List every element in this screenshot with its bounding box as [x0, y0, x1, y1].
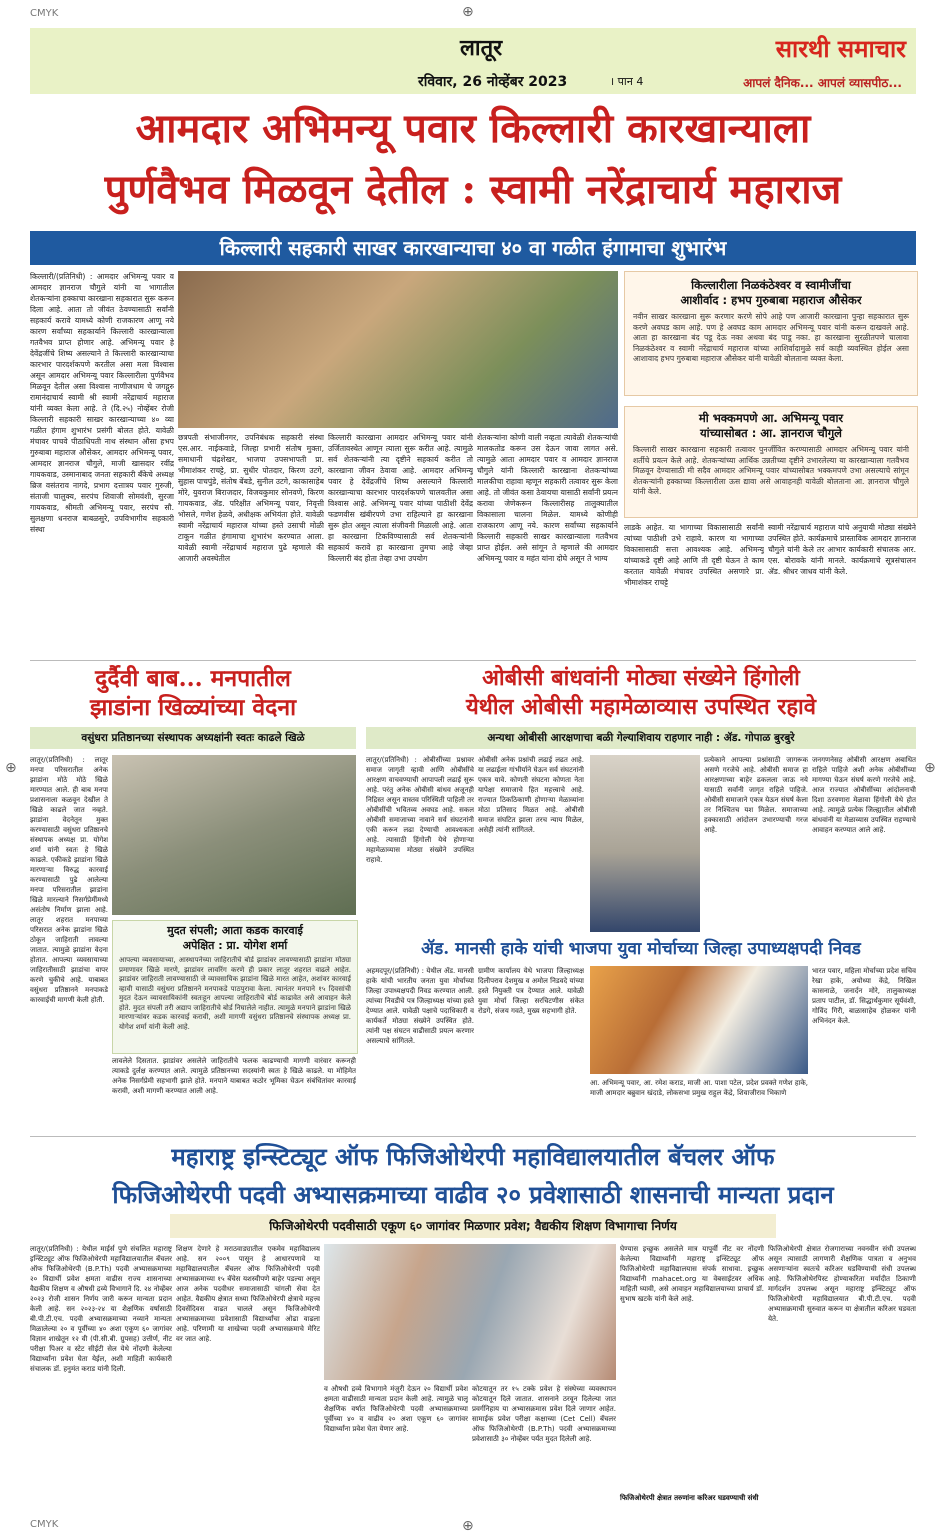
bjp-headline: ॲड. मानसी हाके यांची भाजपा युवा मोर्चाच्या जिल्हा उपाध्यक्षपदी निवड [421, 939, 861, 959]
bjp-photo-caption: आ. अभिमन्यू पवार, आ. रमेश कराड, माजी आ. पाशा पटेल, प्रदेश प्रवक्ते गणेश हाके, माजी आमदार बब्रुवान खंदाडे, लोकसभा प्रमुख राहुल केंद्रे, शिवाजीराव भिकाणे [590, 1079, 808, 1097]
trees-column-1: लातूर/(प्रतिनिधी) : लातूर मनपा परिसरातील अनेक झाडांना मोठे मोठे खिळे मारण्यात आले. ही बाब मनपा प्रशासनाला कळवून देखील ते खिळे काढले जात नव्हते. झाडांना वेदनेतून मुक्त करण्यासाठी वसुंधरा प्रतिष्ठानचे संस्थापक अध्यक्ष प्रा. योगेश शर्मा यांनी स्वतः हे खिळे काढले. एकीकडे झाडांना खिळे मारणाऱ्या विरुद्ध कारवाई करण्यासाठी पुढे आलेल्या मनपा परिसरातील झाडांना खिळे मारल्याने निसर्गप्रेमींमध्ये असंतोष निर्माण झाला आहे. लातूर शहरात मनपाच्या परिसरात अनेक झाडांना खिळे ठोकून जाहिराती लावल्या जातात. त्यामुळे झाडांना वेदना होतात. आपल्या व्यवसायाच्या जाहिरातीसाठी झाडांचा वापर करणे चुकीचे आहे. याबाबत वसुंधरा प्रतिष्ठानने मनपाकडे कारवाईची मागणी केली होती. [30, 756, 108, 1004]
physio-column-2: शिक्षण देणारे हे मराठवाड्यातील एकमेव महाविद्यालय आहे. सन २००९ पासून हे आधारपणावे या महाविद्यालयातील बॅचलर ऑफ फिजिओथेरपी पदवी अभ्यासक्रमाच्या १५ बॅचेस यशस्वीपणे बाहेर पडल्या असून आज अनेक पदवीधर समाजासाठी चांगली सेवा देत आहेत. वैद्यकीय क्षेत्रात सध्या फिजिओथेरपी क्षेत्राचे महत्त्व दिवसेंदिवस वाढत चालले असून फिजिओथेरपी अभ्यासक्रमाच्या प्रवेशासाठी विद्यार्थ्यांचा ओढा वाढला आहे. परिणामी या शाखेच्या पदवी अभ्यासक्रमाचे मेरिट वर जात आहे. [176, 1245, 320, 1343]
registration-mark-icon: ⊕ [462, 1518, 474, 1534]
lead-column-3: किल्लारी कारखाना आमदार अभिमन्यू पवार यांनी उर्जितावस्थेत आणून त्याला सुरू करीत आहे. त्यामुळे सर्व शेतकऱ्यांनी त्या दृष्टीने सहकार्य करीत तो कारखाना जीवन ठेवावा आहे. आमदार अभिमन्यू पवार हे देवेंद्रजींचे शिष्य असल्याने किल्लारी कारखान्याचा कारभार पारदर्शकपणे चालवतील असा विश्वास आहे. अभिमन्यू पवार यांच्या पाठीशी देवेंद्र फडणवीस खंबीरपणे उभा राहिल्याने हा कारखाना सुरू होत असून त्याला संजीवनी मिळाली आहे. आता हा कारखाना टिकविण्यासाठी सर्व शेतकऱ्यांनी सहकार्य करावे हा कारखाना तुमचा आहे जेव्हा किल्लारी बंद होता तेव्हा उभा उपयोग [328, 433, 473, 563]
lead-column-4: शेतकऱ्यांना कोणी वाली नव्हता त्यावेळी शेतकऱ्यांची मालकतोड करून उस देऊन जावा लागत असे. त्यामुळे आता आमदार पवार व आमदार ज्ञानराज चौगुले यांनी किल्लारी कारखाना शेतकऱ्यांच्या मालकीचा राहावा म्हणून सहकारी तत्वावर सुरू केला आहे. तो जीवंत कसा ठेवायचा यासाठी सर्वांनी प्रयत्न करावा जेणेकरून किल्लारीसह तालुक्यातील विकासाला चालना मिळेल. यामध्ये कोणीही राजकारण आणू नये. कारण सर्वांच्या सहकार्याने किल्लारी सहकारी साखर कारखान्याला गतवैभव प्राप्त होईल. असे सांगून ते म्हणाले की आमदार अभिमन्यू पवार व महंत यांना दोघे असून ते भाग्य [477, 433, 618, 563]
bjp-column-3: भारत पवार, महिला मोर्चाच्या प्रदेश सचिव रेखा हाके, अयोध्या केंद्रे, निखिल कासनाळे, जनार्दन मोरे, तालुकाध्यक्ष प्रताप पाटील, डॉ. सिद्धार्थकुमार सूर्यवंशी, गोविंद गिरी, बाळासाहेब होळकर यांनी अभिनंदन केले. [812, 967, 916, 1025]
lead-photo [178, 271, 618, 428]
lead-column-1: किल्लारी/(प्रतिनिधी) : आमदार अभिमन्यू पवार व आमदार ज्ञानराज चौगुले यांनी या भागातील शेतकऱ्यांना हक्काचा कारखाना सहकारात सुरू करून दिला आहे. आता तो जीवंत ठेवण्यासाठी सर्वांनी सहकार्य करावे यामध्ये कोणी राजकारण आणू नये कारण सर्वांच्या सहकार्याने किल्लारी कारखान्याला गतवैभव प्राप्त होणार आहे. अभिमन्यू पवार हे देवेंद्रजींचे शिष्य असल्याने ते किल्लारी कारखान्याचा कारभार पारदर्शकपणे करतील असा मला विश्वास असून आमदार अभिमन्यू पवार किल्लारीला पुर्णवैभव मिळवून देतील असा विश्वास नाणीजधाम चे जगद्गुरु रामानंदाचार्य स्वामी श्री स्वामी नरेंद्राचार्य महाराज यांनी व्यक्त केला आहे. ते (दि.२५) नोव्हेंबर रोजी किल्लारी सहकारी साखर कारखान्याच्या ४० व्या गळीत हंगाम शुभारंभ प्रसंगी बोलत होते. यावेळी मंचावर पाचवे पीठाधिपती नाथ संस्थान औसा हभप गुरुबाबा महाराज औसेकर, आमदार अभिमन्यू पवार, आमदार ज्ञानराज चौगुले, माजी खासदार रवींद्र गायकवाड, उस्मानाबाद जनता सहकारी बँकेचे अध्यक्ष ब्रिज वसंतराव नागदे, प्रभाग दत्तात्रय पवार गुरुजी, संताजी चालुक्य, सरपंच शिवाजी सोमवंशी, सुरजा गायकवाड, श्रीमती अभिमन्यू पवार, सरपंच सौ. सुलक्षणा धनराज बाबळसुरे, उपविभागीय सहकारी संस्था [30, 272, 174, 534]
trees-column-2: लावलेले दिसतात. झाडांवर असलेले जाहिरातीचे फलक काढण्याची मागणी वारंवार करूनही त्याकडे दुर्लक्ष करण्यात आले. त्यामुळे प्रतिष्ठानच्या सदस्यांनी स्वतः हे खिळे काढले. या मोहिमेत अनेक निसर्गप्रेमी सहभागी झाले होते. मनपाने याबाबत कठोर भूमिका घेऊन संबंधितांवर कारवाई करावी, अशी मागणी करण्यात आली आहे. [112, 1057, 356, 1095]
trees-headline-line1: दुर्दैवी बाब... मनपातील [95, 665, 291, 692]
sidebar-text: किल्लारी साखर कारखाना सहकारी तत्वावर पुनर्जीवित करण्यासाठी आमदार अभिमन्यू पवार यांनी शर्तीचे प्रयत्न केले आहे. शेतकऱ्यांच्या आर्थिक उन्नतीच्या दृष्टीने उभारलेल्या या कारखान्याला गतवैभव मिळवून देण्यासाठी मी सदैव आमदार अभिमन्यू पवार यांच्यासोबत भक्कमपणे उभा असल्याचे सांगून शेतकऱ्यांनी हक्काच्या किल्लारीला ऊस द्यावा असे आवाहनही यावेळी बोलताना आ. ज्ञानराज चौगुले यांनी केले. [633, 445, 909, 496]
trees-box-title-2: अपेक्षित : प्रा. योगेश शर्मा [182, 939, 288, 952]
registration-mark-icon: ⊕ [5, 760, 17, 776]
obc-column-1: लातूर/(प्रतिनिधी) : ओबीसींच्या प्रश्नावर समाज जागृती व्हावी आणि ओबीसींचे आरक्षण वाचवण्याची आपापली लढाई सुरू आहे. परंतु अनेक ओबीसी बांधव अजूनही निद्रिस्त असून वास्तव परिस्थिती पाहिली तर ओबीसींची भवितव्य अवघड आहे. सकल ओबीसी समाजाच्या नावाने सर्व संघटनांनी एकी करून लढा देण्याची आवश्यकता आहे. त्यासाठी हिंगोली येथे होणाऱ्या महामेळाव्यास मोठ्या संख्येने उपस्थित राहावे. [366, 756, 474, 864]
obc-headline-line1: ओबीसी बांधवांनी मोठ्या संख्येने हिंगोली [482, 665, 800, 691]
obc-column-3: प्रत्येकाने आपल्या प्रश्नांसाठी जागरूक असणे गरजेचे आहे. ओबीसी समाज हा आरक्षणाच्या बाहेर ढकलला जाऊ नये यासाठी सर्वांनी जागृत राहिले पाहिजे. ओबीसी समाजाने एकत्र येऊन संघर्ष केला तर निश्चितच यश मिळेल. समाजाच्या हक्कासाठी आंदोलन उभारण्याची गरज आहे. [704, 756, 808, 834]
lead-headline-line1: आमदार अभिमन्यू पवार किल्लारी कारखान्याला [135, 105, 811, 152]
issue-date: रविवार, 26 नोव्हेंबर 2023 [418, 74, 568, 90]
lead-column-2: छत्रपती संभाजीनगर, उपनिबंधक सहकारी संस्था एस.आर. नाईकवाडे, जिल्हा प्रभारी संतोष मुक्ता, समाधानी चंद्रशेखर, भाजपा उपसभापती प्रा. भीमाशंकर राचट्टे, प्रा. सुधीर पोतदार, किरण उटगे, सुहास पाचपुंडे, संतोष बेंबडे, सुनील उटगे, काकासाहेब मोरे, युवराज बिराजदार, विजयकुमार सोनवणे, किरण गायकवाड, ॲड. परिक्षीत अभिमन्यू पवार, निवृत्ती भोसले, गणेश हेळवे, अधीक्षक अभियंता होते. यावेळी स्वामी नरेंद्राचार्य महाराज यांच्या हस्ते उसाची मोळी टाकून गळीत हंगामाचा शुभारंभ करण्यात आला. यावेळी स्वामी नरेंद्राचार्य महाराज पुढे म्हणाले की आजारी अवस्थेतील [178, 433, 324, 563]
lead-headline-line2: पुर्णवैभव मिळवून देतील : स्वामी नरेंद्राचार्य महाराज [104, 166, 842, 213]
sidebar-title: किल्लारीला निळकंठेश्वर व स्वामीजींचा [691, 278, 851, 292]
registration-mark-icon: ⊕ [462, 4, 474, 20]
district-name: लातूर [460, 36, 503, 61]
obc-headline-line2: येथील ओबीसी महामेळाव्यास उपस्थित रहावे [466, 694, 816, 720]
physio-column-5: घेण्यास इच्छुक असलेले मात्र यापूर्वी नीट वर नोंदणी केलेल्या विद्यार्थ्यांनी महाराष्ट्र इन्स्टिट्यूट ऑफ फिजिओथेरपी महाविद्यालयास संपर्क साधावा. इच्छुक विद्यार्थ्यांनी mahacet.org या वेबसाईटवर अधिक माहिती घ्यावी, असे आवाहन महाविद्यालयाच्या प्राचार्य डॉ. सुभाष खटके यांनी केले आहे. [620, 1245, 764, 1303]
trees-box-text: आपल्या व्यवसायाच्या, आस्थापनेच्या जाहिरातीचे बोर्ड झाडांवर लावण्यासाठी झाडांना मोठ्या प्रमाणावर खिळे मारणे, झाडांवर लावरिंग करणे ही प्रकार लातूर शहरात वाढले आहेत. झाडांवर जाहिराती लावण्यासाठी जे व्यावसायिक झाडांना खिळे मारत आहेत, अशांवर कारवाई व्हावी यासाठी वसुंधरा प्रतिष्ठानने मनपाकडे पाठपुरावा केला. त्यानंतर मनपाने १५ दिवसांची मुदत देऊन व्यावसायिकांनी स्वतःहून आपल्या जाहिरातीचे बोर्ड काढावेत असे आवाहन केले होते. मुदत संपली तरी अद्याप जाहिरातीचे बोर्ड निघालेले नाहीत. त्यामुळे मनपाने झाडांना खिळे मारणाऱ्यांवर कडक कारवाई करावी, अशी मागणी वसुंधरा प्रतिष्ठानचे संस्थापक अध्यक्ष प्रा. योगेश शर्मा यांनी केली आहे. [119, 956, 351, 1031]
physio-column-1: लातूर/(प्रतिनिधी) : येथील माईर्स पुणे संचलित महाराष्ट्र इन्स्टिट्यूट ऑफ फिजिओथेरपी महाविद्यालयातील बॅचलर ऑफ फिजिओथेरपी (B.P.Th) पदवी अभ्यासक्रमाच्या २० विद्यार्थी प्रवेश क्षमता वाढीस राज्य शासनाच्या वैद्यकीय शिक्षण व औषधी द्रव्ये विभागाने दि. २४ नोव्हेंबर २०२३ रोजी शासन निर्णय जारी करून मान्यता प्रदान केली आहे. सन २०२३-२४ या शैक्षणिक वर्षासाठी बी.पी.टी.एच. पदवी अभ्यासक्रमाच्या नव्याने मान्यता मिळालेल्या २० व पूर्वीच्या ४० अशा एकूण ६० जागांवर विज्ञान शाखेतून १२ वी (पी.सी.बी. ग्रुपसह) उत्तीर्ण, नीट परीक्षा पिअर व स्टेट सीईटी सेल येथे नोंदणी केलेल्या विद्यार्थ्यांना प्रवेश घेता येईल, अशी माहिती कार्यकारी संचालक डॉ. हनुमंत कराड यांनी दिली. [30, 1245, 172, 1373]
bjp-photo [590, 966, 808, 1074]
registration-mark-icon: ⊕ [924, 760, 936, 776]
lead-column-6: स्वामी नरेंद्राचार्य महाराज यांचे अनुयायी मोठ्या संख्येने उपस्थित होते. कार्यक्रमाचे प्रास्ताविक आमदार ज्ञानराज चौगुले यांनी केले तर आभार कार्यकारी संचालक आर. एस. बोरावके यांनी मानले. कार्यक्रमाचे सूत्रसंचालन ॲड. श्रीधर जाधव यांनी केले. [768, 523, 916, 576]
bjp-column-1: अहमदपूर/(प्रतिनिधी) : येथील ॲड. मानसी हाके यांची भारतीय जनता युवा मोर्चाच्या जिल्हा उपाध्यक्षपदी निवड करण्यात आली. त्यांच्या निवडीचे पत्र जिल्हाध्यक्ष यांच्या हस्ते देण्यात आले. यावेळी पक्षाचे पदाधिकारी व कार्यकर्ते मोठ्या संख्येने उपस्थित होते. त्यांनी पक्ष संघटन वाढीसाठी प्रयत्न करणार असल्याचे सांगितले. [366, 967, 474, 1045]
obc-column-2: ओबीसी अनेक प्रश्नांची लढाई लढत आहे. या लढाईला गांभीर्याने घेऊन सर्व संघटनांनी एकत्र यावे. कोणती संघटना कोणता नेता यापेक्षा समाजाचे हित महत्त्वाचे आहे. राज्यात ठिकठिकाणी होणाऱ्या मेळाव्यांना मोठा प्रतिसाद मिळत आहे. ओबीसी समाज संघटित झाला तरच न्याय मिळेल, असेही त्यांनी सांगितले. [478, 756, 584, 834]
physio-column-5-subhead: फिजिओथेरपी क्षेत्रात तरुणांना करिअर घडवण्याची संधी [620, 1494, 759, 1502]
sidebar-chougule [624, 406, 918, 518]
physio-column-4: कोटयातून तर १५ टक्के प्रवेश हे संस्थेच्या व्यवस्थापन कोटयातून दिले जातात. शासनाने ठरवून दिलेल्या जात प्रवर्गनिहाय या अभ्यासक्रमास प्रवेश दिले जाणार आहेत. सामाईक प्रवेश परीक्षा कक्षाच्या (Cet Cell) बॅचलर ऑफ फिजिओथेरपी (B.P.Th) पदवी अभ्यासक्रमाच्या प्रवेशासाठी ३० नोव्हेंबर पर्यंत मुदत दिलेली आहे. [472, 1385, 616, 1443]
physio-column-3: व औषधी द्रव्ये विभागाने मंजुरी देऊन २० विद्यार्थी प्रवेश क्षमता वाढीसाठी मान्यता प्रदान केली आहे. त्यामुळे चालू शैक्षणिक वर्षात फिजिओथेरपी पदवी अभ्यासक्रमाच्या पूर्वीच्या ४० व वाढीव २० अशा एकूण ६० जागांवर विद्यार्थ्यांना प्रवेश घेता येणार आहे. [324, 1385, 468, 1433]
bjp-column-2: ग्रामीण कार्यालय येथे भाजपा जिल्हाध्यक्ष दिलीपराव देशमुख व अमोल निडवदे यांच्या हस्ते नियुक्ती पत्र देण्यात आले. यावेळी युवा मोर्चा जिल्हा सरचिटणीस संकेत रोडगे, संजय गवते, मुख्य सहभागी होते. [478, 967, 584, 1015]
newspaper-logo: सारथी समाचार [775, 35, 906, 63]
obc-column-4: जनगणनेसह ओबीसी आरक्षण अबाधित राहिले पाहिजे अशी अनेक ओबीसींच्या मागण्या घेऊन संघर्ष करणे गरजेचे आहे. आज राज्यात ओबीसींच्या आंदोलनाची दिशा ठरवणारा मेळावा हिंगोली येथे होत आहे. त्यामुळे प्रत्येक जिल्ह्यातील ओबीसी बांधवांनी या मेळाव्यास उपस्थित राहण्याचे आवाहन करण्यात आले आहे. [812, 756, 916, 834]
trees-photo [112, 755, 356, 915]
section-divider [30, 1136, 916, 1137]
trees-headline-line2: झाडांना खिळ्यांच्या वेदना [89, 694, 297, 721]
lead-column-5: लाडके आहेत. या भागाच्या विकासासाठी सर्वांनी त्यांच्या पाठीशी उभे राहावे. कारण या भागाच्या विकासासाठी सत्ता आवश्यक आहे. अभिमन्यू यांच्याकडे दृष्टी आहे आणि ती दृष्टी घेऊन ते काम करतात यावेळी मंचावर उपस्थित असणारे प्रा. भीमाशंकर राचट्टे [624, 523, 764, 587]
page-number: । पान 4 [610, 75, 644, 88]
obc-portrait [590, 755, 700, 932]
trees-box [112, 920, 358, 1054]
physio-subhead: फिजिओथेरपी पदवीसाठी एकूण ६० जागांवर मिळणार प्रवेश; वैद्यकीय शिक्षण विभागाचा निर्णय [170, 1214, 776, 1238]
print-mark-bottom: CMYK [30, 1519, 59, 1530]
sidebar-title-2: यांच्यासोबत : आ. ज्ञानराज चौगुले [700, 426, 842, 440]
lead-subhead: किल्लारी सहकारी साखर कारखान्याचा ४० वा गळीत हंगामाचा शुभारंभ [30, 231, 916, 265]
physio-headline-line1: महाराष्ट्र इन्स्टिट्यूट ऑफ फिजिओथेरपी महाविद्यालयातील बॅचलर ऑफ [171, 1142, 775, 1171]
physio-column-6: फिजिओथेरपी क्षेत्रात रोजगाराच्या नवनवीन संधी उपलब्ध असून त्यासाठी लागणारी शैक्षणिक पात्रता व अनुभव असणाऱ्यांना स्वतःचे करिअर घडविण्याची संधी उपलब्ध आहे. फिजिओथेरपिस्ट होण्याकरिता मर्यादीत ठिकाणी मार्गदर्शन उपलब्ध असून महाराष्ट्र इन्स्टिट्यूट ऑफ फिजिओथेरपी महाविद्यालयात बी.पी.टी.एच. पदवी अभ्यासक्रमाची सुरुवात करून या क्षेत्रातील करिअर घडवता येते. [768, 1245, 916, 1323]
trees-subhead: वसुंधरा प्रतिष्ठानच्या संस्थापक अध्यक्षांनी स्वतः काढले खिळे [30, 727, 356, 749]
trees-box-title: मुदत संपली; आता कडक कारवाई [167, 924, 303, 937]
sidebar-title: मी भक्कमपणे आ. अभिमन्यू पवार [698, 411, 844, 425]
masthead [30, 28, 916, 94]
sidebar-title-2: आशीर्वाद : हभप गुरुबाबा महाराज औसेकर [680, 293, 862, 307]
obc-subhead: अन्यथा ओबीसी आरक्षणाचा बळी गेल्याशिवाय राहणार नाही : ॲड. गोपाळ बुरबुरे [366, 727, 916, 749]
sidebar-text: नवीन साखर कारखाना सुरू करणार करणे सोपे आहे पण आजारी कारखाना पुन्हा सहकारात सुरू करणे अवघड काम आहे. पण हे अवघड काम आमदार अभिमन्यू पवार यांनी करून दाखवले आहे. आता हा कारखाना बंद पडू देऊ नका अथवा बंद पाडू नका. हा कारखाना सुरळीतपणे चालावा निळकंठेश्वर व स्वामी नरेंद्राचार्य महाराज यांच्या आशिर्वादामुळे सर्व काही व्यवस्थित होईल असा आशावाद हभप गुरुबाबा महाराज औसेकर यांनी यावेळी बोलताना व्यक्त केला. [633, 312, 909, 363]
tagline: आपलं दैनिक... आपलं व्यासपीठ... [743, 76, 902, 90]
physio-headline-line2: फिजिओथेरपी पदवी अभ्यासक्रमाच्या वाढीव २० प्रवेशासाठी शासनाची मान्यता प्रदान [112, 1180, 834, 1209]
print-mark-top: CMYK [30, 8, 59, 19]
section-divider [30, 660, 916, 661]
physio-photo [324, 1244, 616, 1380]
sidebar-guru-baba [624, 271, 918, 396]
